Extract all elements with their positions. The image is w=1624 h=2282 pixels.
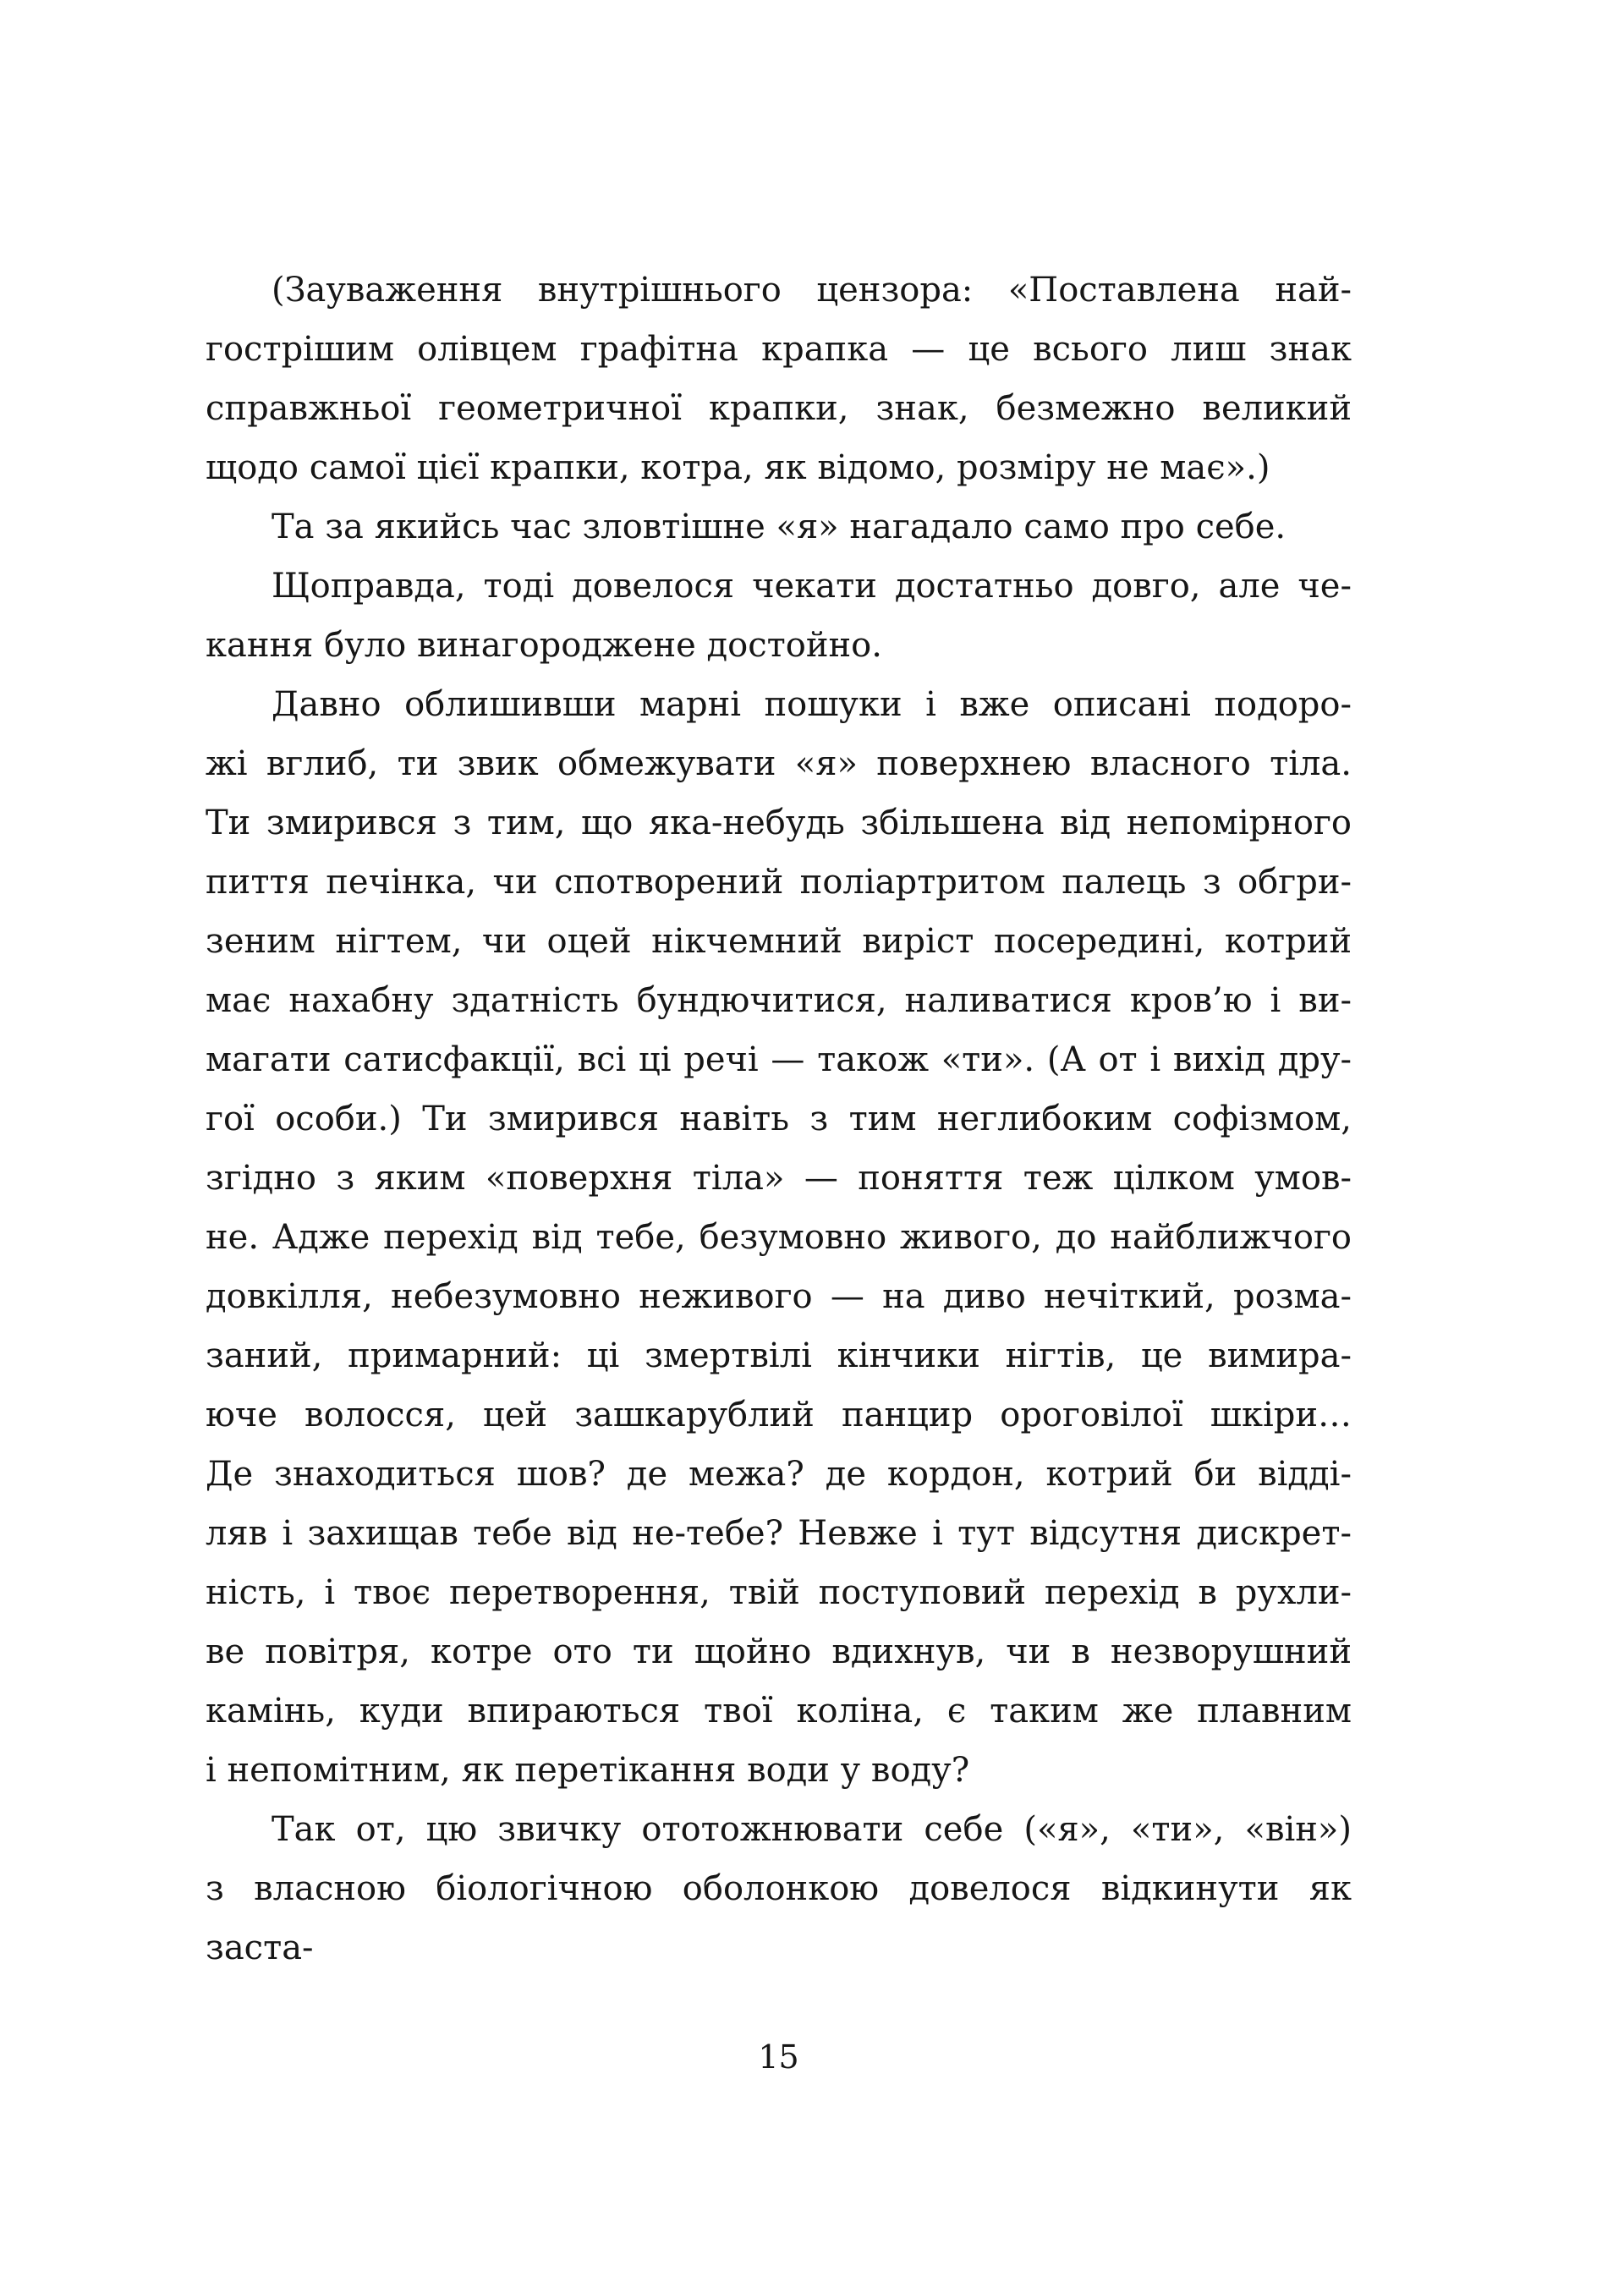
text-line: гострішим олівцем графітна крапка — це всього лиш знак xyxy=(206,330,1352,369)
page-footer xyxy=(206,2037,1352,2077)
text-line: справжньої геометричної крапки, знак, безмежно великий xyxy=(206,389,1352,428)
text-line: Давно облишивши марні пошуки і вже описані подоро- xyxy=(272,685,1352,724)
text-line: має нахабну здатність бундючитися, наливатися кров’ю і ви- xyxy=(206,981,1352,1020)
text-line: ність, і твоє перетворення, твій поступовий перехід в рухли- xyxy=(206,1573,1352,1612)
text-line: Та за якийсь час зловтішне «я» нагадало само про себе. xyxy=(272,507,1287,546)
text-line: і непомітним, як перетікання води у воду? xyxy=(206,1751,970,1790)
text-line: заний, примарний: ці змертвілі кінчики нігтів, це вимира- xyxy=(206,1336,1352,1375)
paragraph xyxy=(206,261,1352,497)
paragraph xyxy=(206,1800,1352,1978)
text-line: юче волосся, цей зашкарублий панцир ороговілої шкіри… xyxy=(206,1396,1352,1434)
text-line: кання було винагороджене достойно. xyxy=(206,626,882,665)
text-line: зеним нігтем, чи оцей нікчемний виріст посередині, котрий xyxy=(206,922,1352,961)
paragraph xyxy=(206,557,1352,675)
text-line: магати сатисфакції, всі ці речі — також «ти». (А от і вихід дру- xyxy=(206,1040,1352,1079)
text-line: з власною біологічною оболонкою довелося відкинути як заста- xyxy=(206,1869,1352,1967)
text-line: Де знаходиться шов? де межа? де кордон, котрий би відді- xyxy=(206,1455,1352,1494)
text-line: Щоправда, тоді довелося чекати достатньо довго, але че- xyxy=(272,567,1352,606)
text-line: згідно з яким «поверхня тіла» — поняття теж цілком умов- xyxy=(206,1159,1352,1198)
text-line: жі вглиб, ти звик обмежувати «я» поверхнею власного тіла. xyxy=(206,744,1352,783)
text-line: (Зауваження внутрішнього цензора: «Поставлена най- xyxy=(272,271,1352,310)
paragraph xyxy=(206,497,1352,557)
paragraph xyxy=(206,675,1352,1800)
text-block xyxy=(206,261,1352,1978)
text-line: не. Адже перехід від тебе, безумовно живого, до найближчого xyxy=(206,1218,1352,1257)
text-line: Ти змирився з тим, що яка-небудь збільшена від непомірного xyxy=(206,804,1352,842)
text-line: пиття печінка, чи спотворений поліартритом палець з обгри- xyxy=(206,863,1352,902)
text-line: Так от, цю звичку ототожнювати себе («я», «ти», «він») xyxy=(272,1810,1352,1849)
text-line: ве повітря, котре ото ти щойно вдихнув, чи в незворушний xyxy=(206,1632,1352,1671)
text-line: камінь, куди впираються твої коліна, є таким же плавним xyxy=(206,1692,1352,1731)
text-line: щодо самої цієї крапки, котра, як відомо, розміру не має».) xyxy=(206,448,1270,487)
page-number: 15 xyxy=(758,2038,799,2076)
text-line: довкілля, небезумовно неживого — на диво нечіткий, розма- xyxy=(206,1277,1352,1316)
text-line: гої особи.) Ти змирився навіть з тим неглибоким софізмом, xyxy=(206,1100,1352,1138)
text-line: ляв і захищав тебе від не-тебе? Невже і тут відсутня дискрет- xyxy=(206,1514,1352,1553)
